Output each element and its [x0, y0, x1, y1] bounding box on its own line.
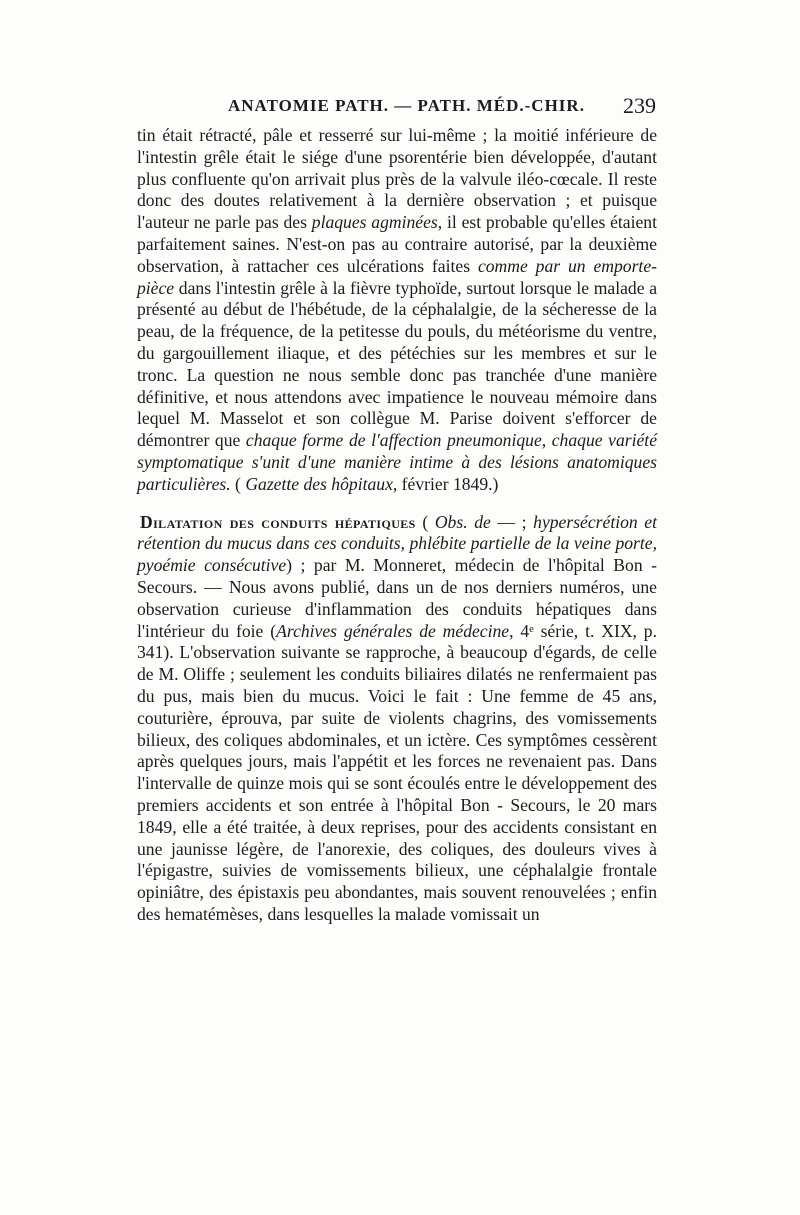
text-run: , il est probable qu'elles étaient parfaitement saines. N'est-on pas au contraire autorisé, par la deuxième observation, à rattacher ces ulcérations faites — [137, 212, 657, 276]
text-run: dans l'intestin grêle à la fièvre typhoïde, surtout lorsque le malade a présenté au début de l'hébétude, de la céphalalgie, de la sécheresse de la peau, de la fréquence, de la petitesse du pouls, du météorisme du ventre, du gargouillement iliaque, et des pétéchies sur les membres et sur le tronc. La question ne nous semble donc pas tranchée d'une manière définitive, et nous attendons avec impatience le nouveau mémoire dans lequel M. Masselot et son collègue M. Parise doivent s'efforcer de démontrer que — [137, 277, 657, 451]
italic-run: hypersécrétion et rétention du mucus dans ces conduits, phlébite partielle de la veine porte, pyoémie consécutive — [137, 511, 657, 576]
italic-run: plaques agminées — [311, 212, 438, 233]
text-run: ( — [415, 511, 435, 532]
text-run: ( — [230, 473, 246, 494]
text-run: ) ; par M. Monneret, médecin de l'hôpital Bon - Secours. — Nous avons publié, dans un de nos derniers numéros, une observation curieuse d'inflammation des conduits hépatiques dans l'intérieur du foie ( — [137, 555, 657, 641]
page-header — [136, 93, 656, 126]
text-run: — ; — [490, 511, 534, 532]
text-run: , février 1849.) — [392, 473, 499, 494]
italic-run: chaque forme de l'affection pneumonique, chaque variété symptomatique s'unit d'une manière intime à des lésions anatomiques particulières. — [137, 430, 658, 494]
text-run: tin était rétracté, pâle et resserré sur lui-même ; la moitié inférieure de l'intestin grêle était le siége d'une psorentérie bien développée, d'autant plus confluente qu'on arrivait plus près de la valvule iléo-cœcale. Il reste donc des doutes relativement à la dernière observation ; et puisque l'auteur ne parle pas des — [137, 125, 657, 233]
page-number: 239 — [623, 93, 656, 118]
body-text — [137, 125, 657, 926]
text-run: , 4ᵉ série, t. XIX, p. 341). L'observation suivante se rapproche, à beaucoup d'égards, de celle de M. Oliffe ; seulement les conduits biliaires dilatés ne renfermaient pas du pus, mais bien du mucus. Voici le fait : Une femme de 45 ans, couturière, éprouva, par suite de violents chagrins, des vomissements bilieux, des coliques abdominales, et un ictère. Ces symptômes cessèrent après quelques jours, mais l'appétit et les forces ne revenaient pas. Dans l'intervalle de quinze mois qui se sont écoulés entre le développement des premiers accidents et son entrée à l'hôpital Bon - Secours, le 20 mars 1849, elle a été traitée, à deux reprises, pour des accidents consistant en une jaunisse légère, de l'anorexie, des coliques, des douleurs vives à l'épigastre, suivies de vomissements bilieux, une céphalalgie frontale opiniâtre, des épistaxis peu abondantes, mais souvent renouvelées ; enfin des hematémèses, dans lesquelles la malade vomissait un — [137, 620, 657, 924]
paragraph-continuation — [137, 125, 657, 496]
citation-source: Gazette des hôpitaux — [245, 473, 393, 494]
italic-run: Obs. de — [434, 511, 491, 532]
section-title: Dilatation des conduits hépatiques — [140, 511, 416, 532]
italic-run: comme par un emporte-pièce — [137, 255, 657, 298]
paragraph-article — [137, 512, 657, 926]
citation-source: Archives générales de médecine — [276, 620, 510, 641]
running-head: ANATOMIE PATH. — PATH. MÉD.-CHIR. — [228, 96, 585, 115]
